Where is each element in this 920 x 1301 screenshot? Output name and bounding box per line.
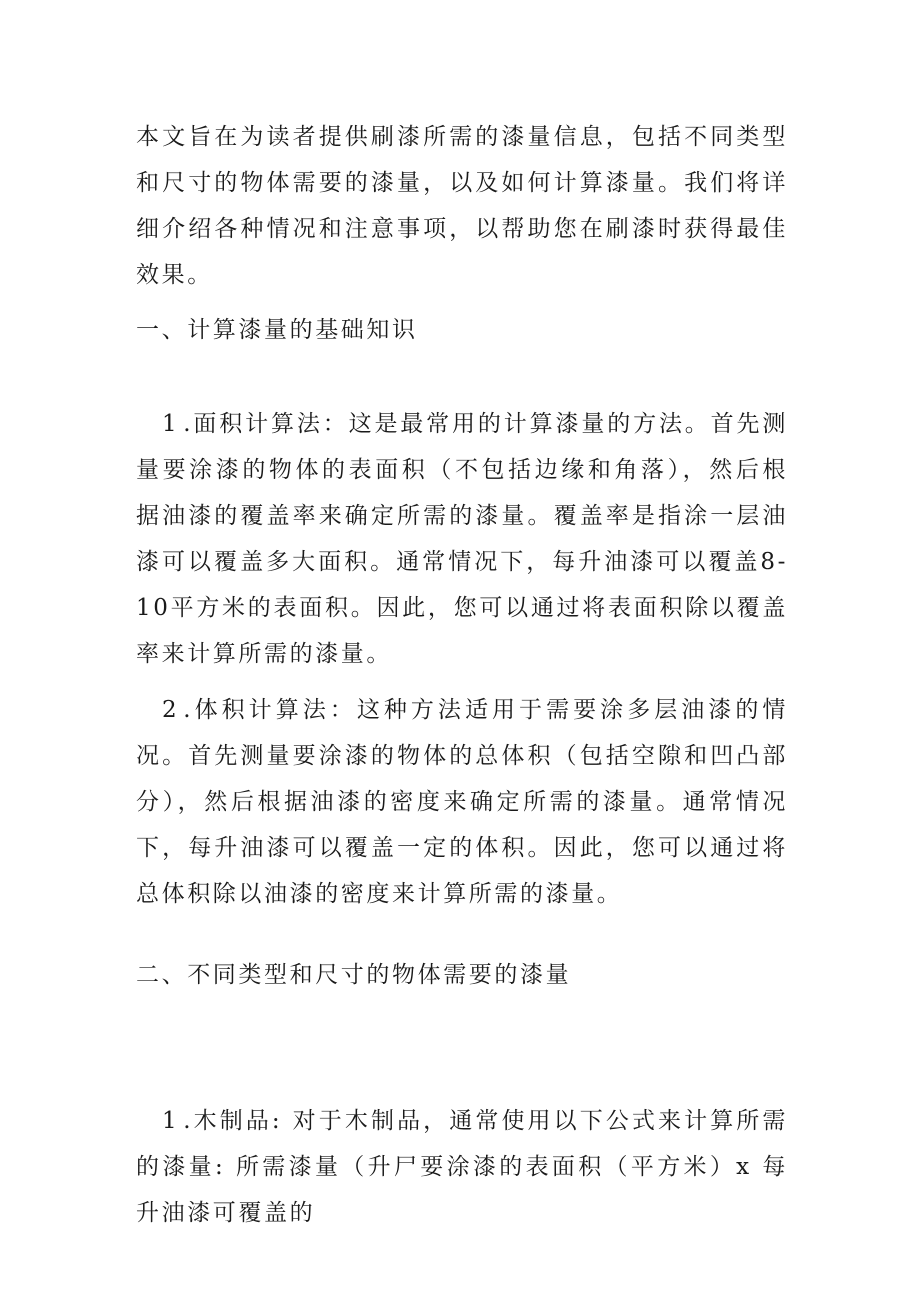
item-text: .木制品: 对于木制品，通常使用以下公式来计算所需的漆量: 所需漆量（升尸要涂漆的表面积（平方米）x 每升油漆可覆盖的 <box>136 1108 788 1226</box>
item-number: 2 <box>162 697 180 723</box>
section-2-item-1 <box>136 1098 788 1236</box>
section-1-item-1 <box>136 401 788 677</box>
item-text: .面积计算法：这是最常用的计算漆量的方法。首先测量要涂漆的物体的表面积（不包括边缘和角落），然后根据油漆的覆盖率来确定所需的漆量。覆盖率是指涂一层油漆可以覆盖多大面积。通常情况下，每升油漆可以覆盖8-10平方米的表面积。因此，您可以通过将表面积除以覆盖率来计算所需的漆量。 <box>136 411 788 667</box>
item-number: 1 <box>162 1108 180 1134</box>
item-text: .体积计算法：这种方法适用于需要涂多层油漆的情况。首先测量要涂漆的物体的总体积（包括空隙和凹凸部分），然后根据油漆的密度来确定所需的漆量。通常情况下，每升油漆可以覆盖一定的体积。因此，您可以通过将总体积除以油漆的密度来计算所需的漆量。 <box>136 697 788 907</box>
section-2-heading: 二、不同类型和尺寸的物体需要的漆量 <box>136 962 572 988</box>
intro-paragraph: 本文旨在为读者提供刷漆所需的漆量信息，包括不同类型和尺寸的物体需要的漆量，以及如何计算漆量。我们将详细介绍各种情况和注意事项，以帮助您在刷漆时获得最佳效果。 <box>136 124 788 288</box>
item-number: 1 <box>162 411 180 437</box>
section-1-item-2 <box>136 687 788 917</box>
section-1-heading: 一、计算漆量的基础知识 <box>136 317 418 343</box>
